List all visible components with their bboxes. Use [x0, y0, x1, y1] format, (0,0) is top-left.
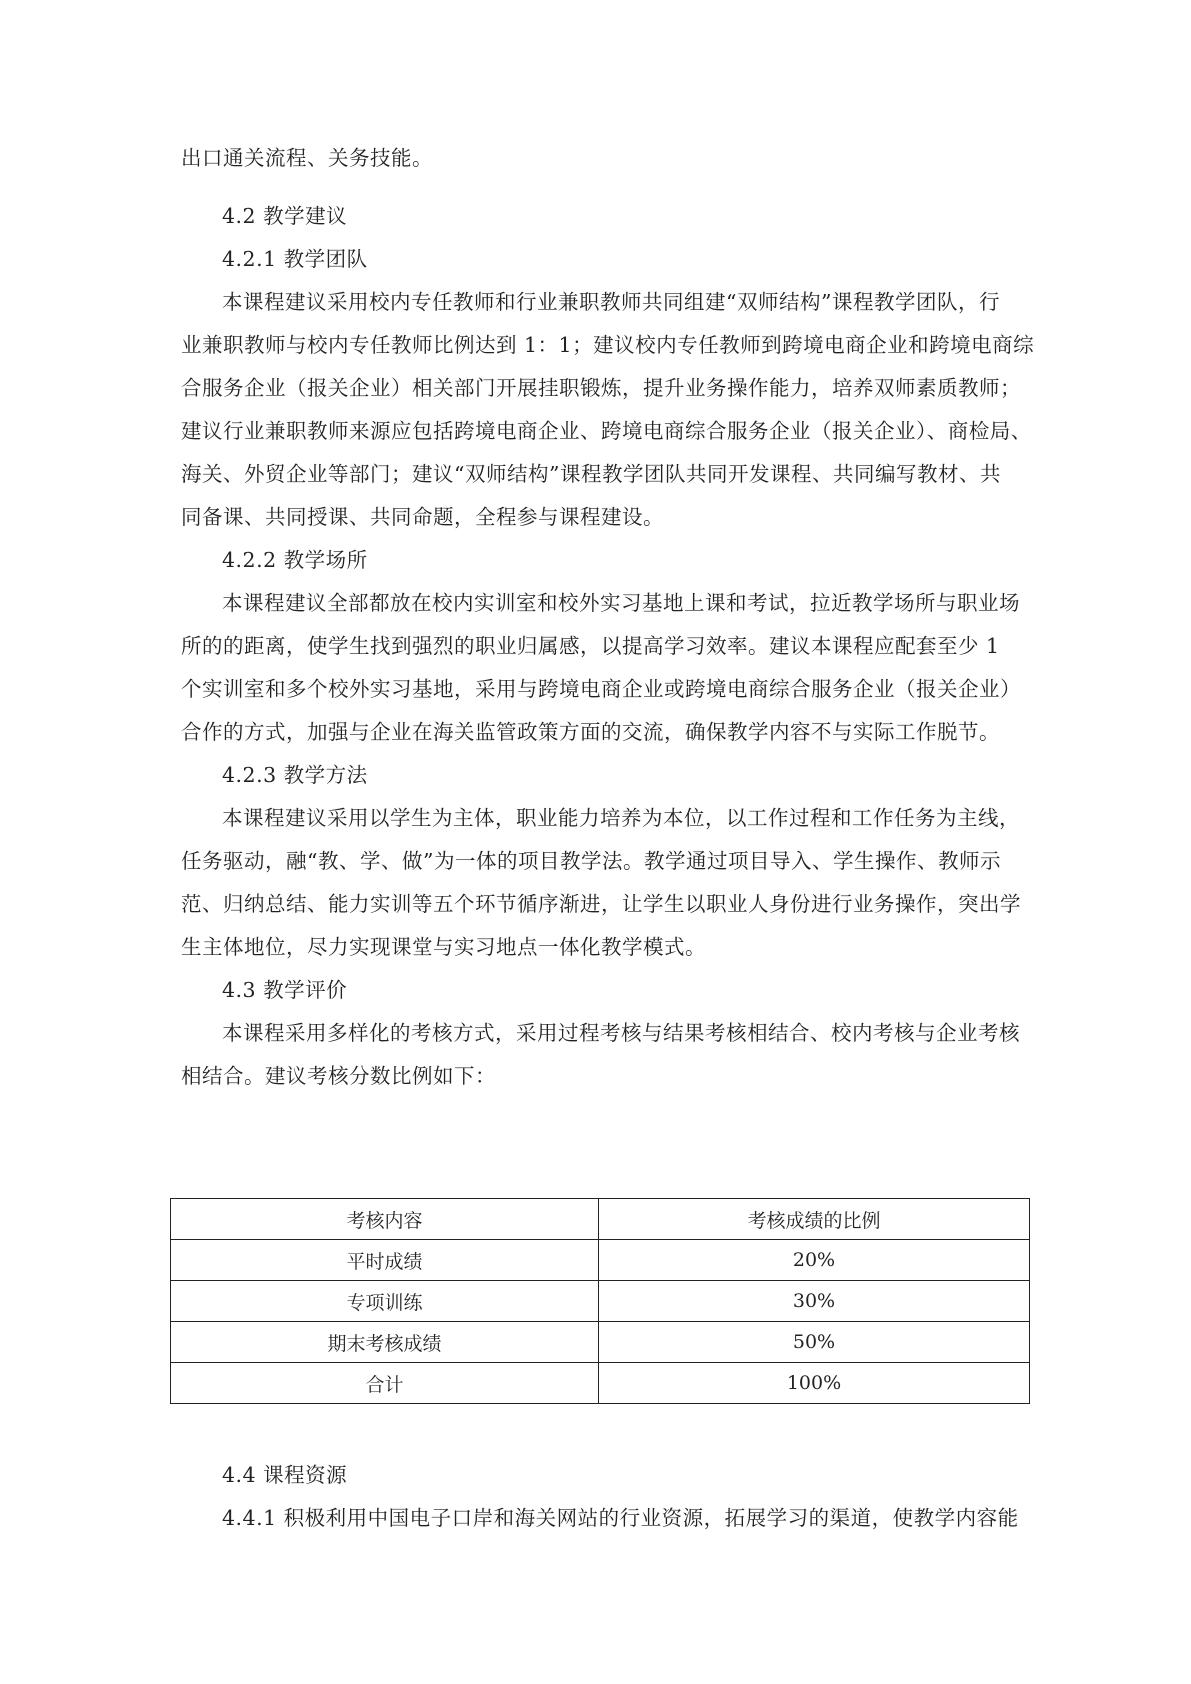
paragraph-line: 任务驱动，融“教、学、做”为一体的项目教学法。教学通过项目导入、学生操作、教师示 — [181, 849, 1001, 873]
paragraph-line: 建议行业兼职教师来源应包括跨境电商企业、跨境电商综合服务企业（报关企业）、商检局、 — [181, 419, 1032, 443]
paragraph-line: 范、归纳总结、能力实训等五个环节循序渐进，让学生以职业人身份进行业务操作，突出学 — [181, 892, 1021, 916]
table-cell: 平时成绩 — [171, 1240, 599, 1281]
subsection-heading-4-4-1: 4.4.1 积极利用中国电子口岸和海关网站的行业资源，拓展学习的渠道，使教学内容能 — [222, 1506, 1019, 1530]
paragraph-line: 相结合。建议考核分数比例如下： — [181, 1064, 496, 1088]
table-cell: 100% — [599, 1363, 1030, 1404]
table-cell: 专项训练 — [171, 1281, 599, 1322]
subsection-heading-4-2-3: 4.2.3 教学方法 — [222, 763, 368, 787]
table-row — [171, 1363, 1030, 1404]
paragraph-line: 个实训室和多个校外实习基地，采用与跨境电商企业或跨境电商综合服务企业（报关企业） — [181, 677, 1021, 701]
section-heading-4-3: 4.3 教学评价 — [222, 978, 348, 1002]
paragraph-line: 本课程采用多样化的考核方式，采用过程考核与结果考核相结合、校内考核与企业考核 — [222, 1021, 1020, 1045]
table-header-cell: 考核内容 — [171, 1199, 599, 1240]
paragraph-line: 合服务企业（报关企业）相关部门开展挂职锻炼，提升业务操作能力，培养双师素质教师； — [181, 376, 1021, 400]
table-header-row — [171, 1199, 1030, 1240]
table-cell: 合计 — [171, 1363, 599, 1404]
table-cell: 50% — [599, 1322, 1030, 1363]
paragraph-line: 海关、外贸企业等部门；建议“双师结构”课程教学团队共同开发课程、共同编写教材、共 — [181, 462, 1001, 486]
table-row — [171, 1322, 1030, 1363]
table-header-cell: 考核成绩的比例 — [599, 1199, 1030, 1240]
paragraph-line: 所的的距离，使学生找到强烈的职业归属感，以提高学习效率。建议本课程应配套至少 1 — [181, 634, 1000, 658]
paragraph-line: 业兼职教师与校内专任教师比例达到 1：1；建议校内专任教师到跨境电商企业和跨境电商综 — [181, 333, 1035, 357]
table-cell: 期末考核成绩 — [171, 1322, 599, 1363]
paragraph-line: 本课程建议全部都放在校内实训室和校外实习基地上课和考试，拉近教学场所与职业场 — [222, 591, 1020, 615]
subsection-heading-4-2-2: 4.2.2 教学场所 — [222, 548, 368, 572]
section-heading-4-2: 4.2 教学建议 — [222, 204, 348, 228]
table-cell: 30% — [599, 1281, 1030, 1322]
paragraph-line: 本课程建议采用以学生为主体，职业能力培养为本位，以工作过程和工作任务为主线， — [222, 806, 1020, 830]
paragraph-line: 同备课、共同授课、共同命题，全程参与课程建设。 — [181, 505, 664, 529]
table-row — [171, 1240, 1030, 1281]
section-heading-4-4: 4.4 课程资源 — [222, 1463, 348, 1487]
table-row — [171, 1281, 1030, 1322]
paragraph-line: 出口通关流程、关务技能。 — [181, 146, 433, 170]
paragraph-line: 生主体地位，尽力实现课堂与实习地点一体化教学模式。 — [181, 935, 706, 959]
paragraph-line: 本课程建议采用校内专任教师和行业兼职教师共同组建“双师结构”课程教学团队，行 — [222, 290, 1000, 314]
subsection-heading-4-2-1: 4.2.1 教学团队 — [222, 247, 368, 271]
paragraph-line: 合作的方式，加强与企业在海关监管政策方面的交流，确保教学内容不与实际工作脱节。 — [181, 720, 1000, 744]
table-cell: 20% — [599, 1240, 1030, 1281]
assessment-ratio-table — [170, 1198, 1030, 1404]
